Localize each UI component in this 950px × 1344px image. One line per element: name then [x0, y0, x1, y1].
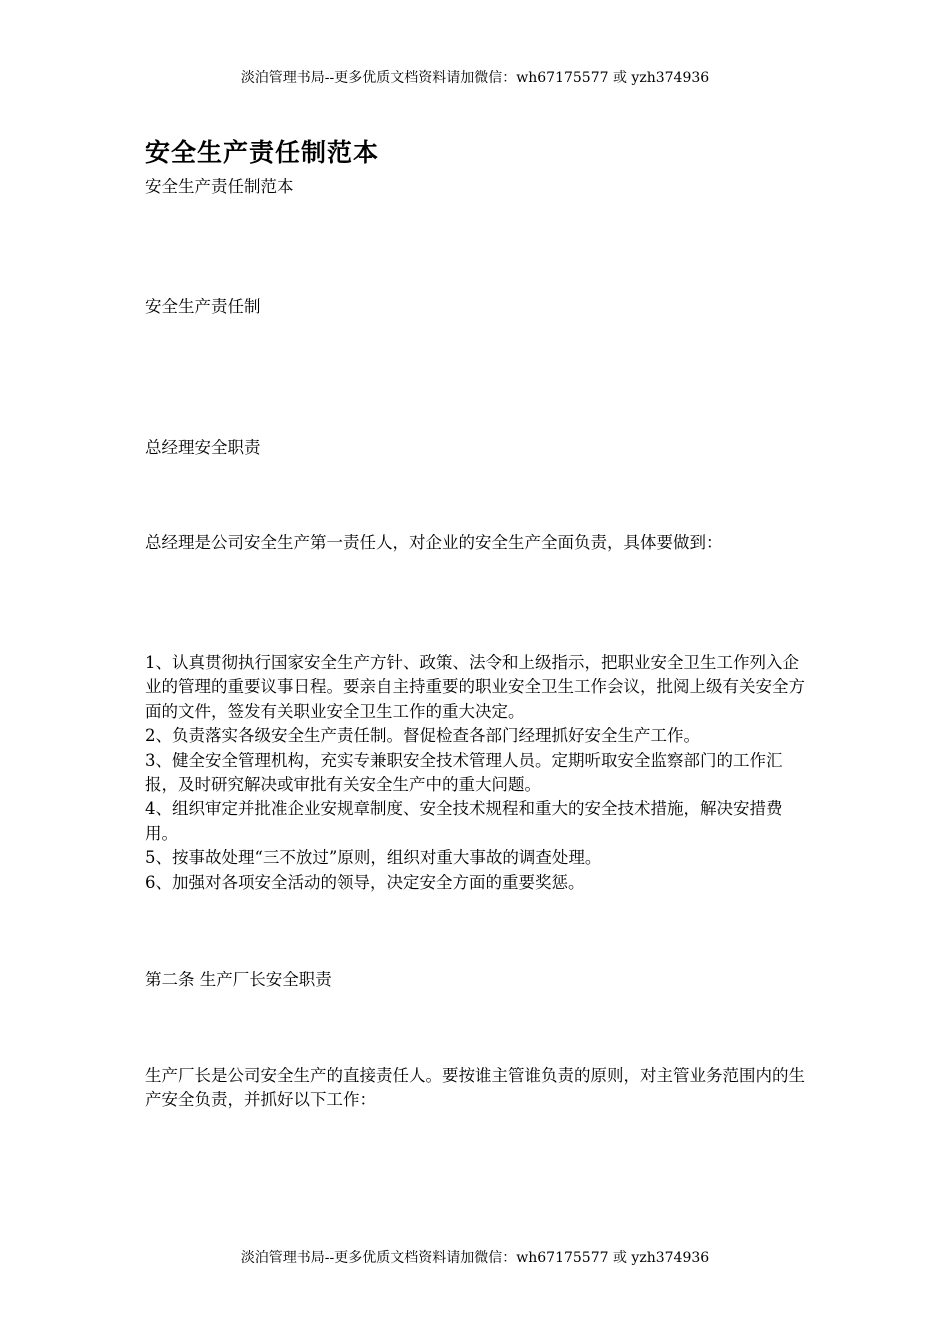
gm-heading: 总经理安全职责: [145, 438, 261, 457]
list-item: 1、认真贯彻执行国家安全生产方针、政策、法令和上级指示，把职业安全卫生工作列入企业的管理的重要议事日程。要亲自主持重要的职业安全卫生工作会议，批阅上级有关安全方面的文件，签发有关职业安全卫生工作的重大决定。: [145, 653, 805, 721]
list-item: 6、加强对各项安全活动的领导，决定安全方面的重要奖惩。: [145, 872, 585, 892]
page-header: 淡泊管理书局--更多优质文档资料请加微信：wh67175577 或 yzh374936: [240, 70, 710, 86]
gm-intro: 总经理是公司安全生产第一责任人，对企业的安全生产全面负责，具体要做到：: [145, 533, 723, 552]
article2-heading: 第二条 生产厂长安全职责: [145, 970, 332, 989]
document-title: 安全生产责任制范本: [145, 138, 380, 167]
list-item: 5、按事故处理“三不放过”原则，组织对重大事故的调查处理。: [145, 848, 602, 868]
gm-duties-list: [145, 651, 810, 895]
list-item: 4、组织审定并批准企业安规章制度、安全技术规程和重大的安全技术措施，解决安措费用。: [145, 799, 783, 843]
list-item: 2、负责落实各级安全生产责任制。督促检查各部门经理抓好安全生产工作。: [145, 726, 700, 746]
section-heading: 安全生产责任制: [145, 297, 261, 316]
list-item: 3、健全安全管理机构，充实专兼职安全技术管理人员。定期听取安全监察部门的工作汇报，及时研究解决或审批有关安全生产中的重大问题。: [145, 750, 783, 795]
page-footer: 淡泊管理书局--更多优质文档资料请加微信：wh67175577 或 yzh374936: [240, 1250, 710, 1266]
document-subtitle: 安全生产责任制范本: [145, 177, 294, 196]
article2-intro: 生产厂长是公司安全生产的直接责任人。要按谁主管谁负责的原则，对主管业务范围内的生产安全负责，并抓好以下工作：: [145, 1066, 805, 1109]
